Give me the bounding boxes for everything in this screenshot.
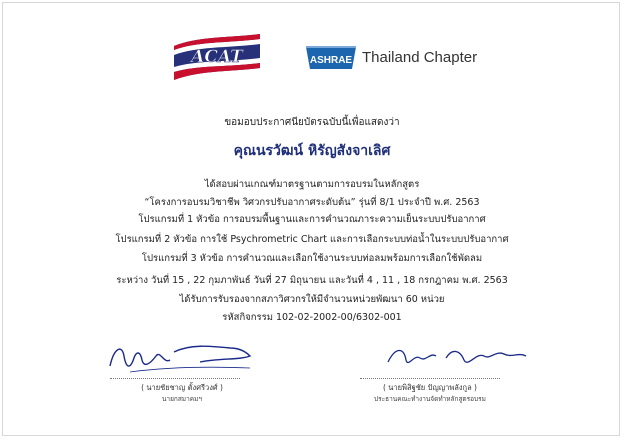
certificate-line-4: โปรแกรมที่ 2 หัวข้อ การใช้ Psychrometric Chart และการเลือกระบบท่อน้ำในระบบปรับอากาศ — [115, 234, 509, 245]
certificate-line-5: โปรแกรมที่ 3 หัวข้อ การคำนวณและเลือกใช้งานระบบท่อลมพร้อมการเลือกใช้พัดลม — [141, 253, 483, 264]
ashrae-thailand-logo — [304, 43, 478, 75]
recipient-name: คุณนรวัฒน์ หิรัญสังจาเลิศ — [233, 143, 391, 159]
ashrae-mark-icon — [304, 43, 358, 73]
certificate-line-3: โปรแกรมที่ 1 หัวข้อ การอบรมพื้นฐานและการคำนวณภาระความเย็นระบบปรับอากาศ — [138, 214, 486, 225]
left-signatory-name: ( นายชัยชาญ ตั้งศรีวงศ์ ) — [141, 383, 223, 392]
left-signatory-title: นายกสมาคมฯ — [161, 395, 203, 403]
right-signature — [380, 338, 550, 378]
left-signature — [100, 338, 270, 378]
ashrae-mark-text: ASHRAE — [309, 55, 353, 66]
certificate-line-1: ได้สอบผ่านเกณฑ์มาตรฐานตามการอบรมในหลักสูตร — [204, 179, 420, 190]
right-signature-line — [360, 378, 500, 379]
certificate-line-8: รหัสกิจกรรม 102-02-2002-00/6302-001 — [222, 312, 402, 323]
certificate-line-2: “โครงการอบรมวิชาชีพ วิศวกรปรับอากาศระดับต้น” รุ่นที่ 8/1 ประจำปี พ.ศ. 2563 — [144, 197, 480, 208]
right-signatory-title: ประธานคณะทำงานจัดทำหลักสูตรอบรม — [374, 395, 486, 403]
ashrae-chapter-text: Thailand Chapter — [362, 49, 478, 66]
certificate-line-7: ได้รับการรับรองจากสภาวิศวกรให้มีจำนวนหน่วยพัฒนา 60 หน่วย — [179, 294, 445, 305]
right-signatory-name: ( นายพิสิฐชัย ปัญญาพลังกูล ) — [383, 383, 477, 392]
acat-logo-text: ACAT — [191, 47, 243, 67]
left-signature-line — [110, 378, 240, 379]
certificate-intro: ขอมอบประกาศนียบัตรฉบับนี้เพื่อแสดงว่า — [224, 117, 400, 128]
certificate-line-6: ระหว่าง วันที่ 15 , 22 กุมภาพันธ์ วันที่ 27 มิถุนายน และวันที่ 4 , 11 , 18 กรกฎาคม พ.ศ. 2563 — [116, 275, 508, 286]
acat-logo — [170, 34, 264, 82]
